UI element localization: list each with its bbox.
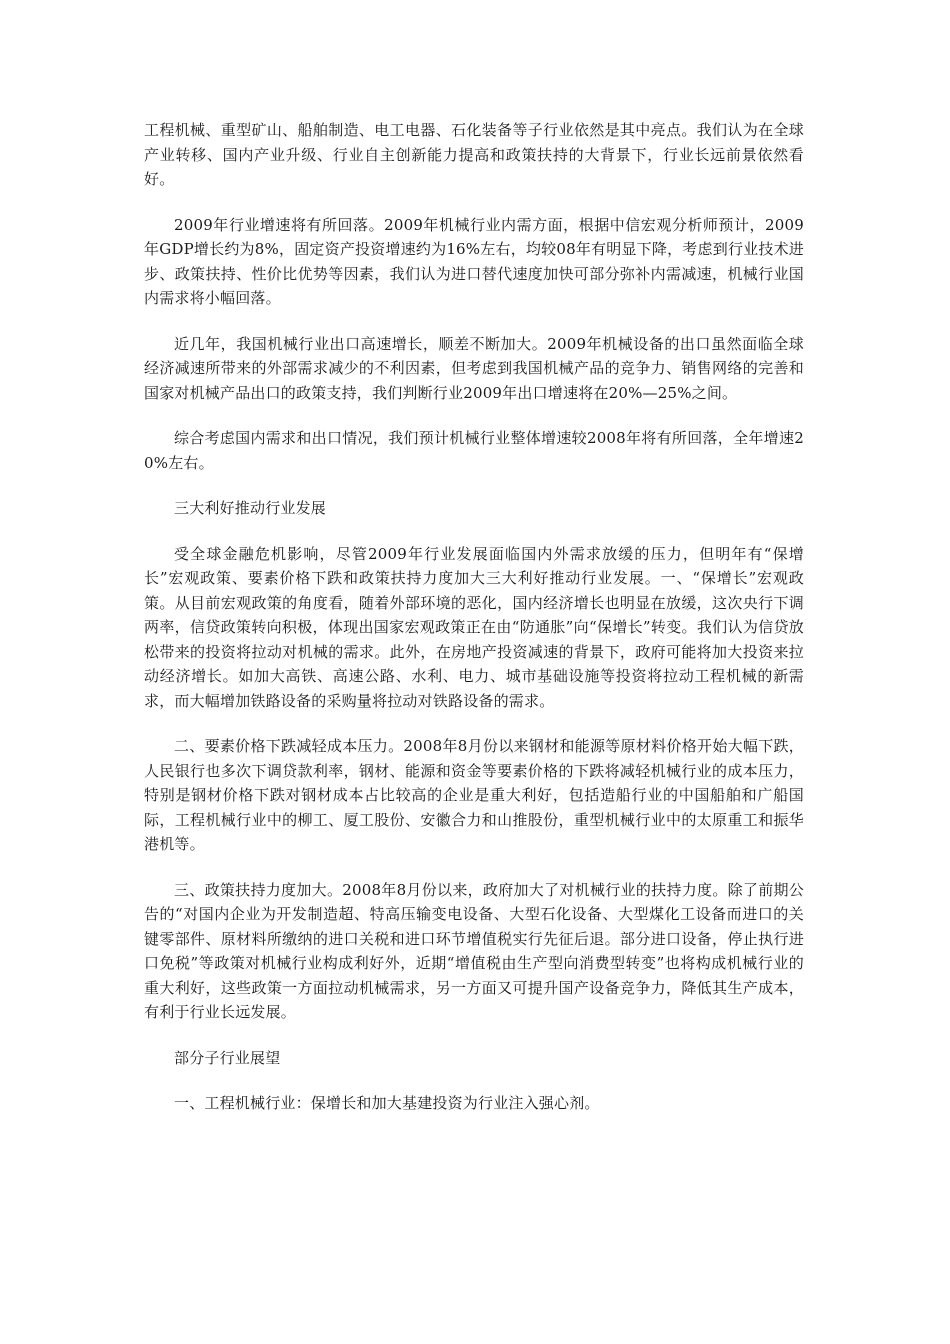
subheading-construction-machinery: 一、工程机械行业：保增长和加大基建投资为行业注入强心剂。 — [174, 1094, 600, 1112]
paragraph-factor-prices: 二、要素价格下跌减轻成本压力。2008年8月份以来钢材和能源等原材料价格开始大幅下跌，人民银行也多次下调贷款利率，钢材、能源和资金等要素价格的下跌将减轻机械行业的成本压力，特别是钢材价格下跌对钢材成本占比较高的企业是重大利好，包括造船行业的中国船舶和广船国际，工程机械行业中的柳工、厦工股份、安徽合力和山推股份，重型机械行业中的太原重工和振华港机等。 — [144, 737, 804, 853]
section-heading-three-positives: 三大利好推动行业发展 — [174, 499, 327, 517]
paragraph-exports: 近几年，我国机械行业出口高速增长，顺差不断加大。2009年机械设备的出口虽然面临全球经济减速所带来的外部需求减少的不利因素，但考虑到我国机械产品的竞争力、销售网络的完善和国家对机械产品出口的政策支持，我们判断行业2009年出口增速将在20%—25%之间。 — [144, 334, 804, 402]
document-body — [144, 118, 804, 1137]
paragraph-2009-growth: 2009年行业增速将有所回落。2009年机械行业内需方面，根据中信宏观分析师预计，2009年GDP增长约为8%，固定资产投资增速约为16%左右，均较08年有明显下降，考虑到行业技术进步、政策扶持、性价比优势等因素，我们认为进口替代速度加快可部分弥补内需减速，机械行业国内需求将小幅回落。 — [144, 215, 804, 307]
section-heading-sub-industry-outlook: 部分子行业展望 — [174, 1048, 281, 1067]
paragraph-industry-highlights: 工程机械、重型矿山、船舶制造、电工电器、石化装备等子行业依然是其中亮点。我们认为在全球产业转移、国内产业升级、行业自主创新能力提高和政策扶持的大背景下，行业长远前景依然看好。 — [144, 121, 804, 188]
paragraph-growth-policy: 受全球金融危机影响，尽管2009年行业发展面临国内外需求放缓的压力，但明年有“保增长”宏观政策、要素价格下跌和政策扶持力度加大三大利好推动行业发展。一、“保增长”宏观政策。从目前宏观政策的角度看，随着外部环境的恶化，国内经济增长也明显在放缓，这次央行下调两率，信贷政策转向积极，体现出国家宏观政策正在由“防通胀”向“保增长”转变。我们认为信贷放松带来的投资将拉动对机械的需求。此外，在房地产投资减速的背景下，政府可能将加大投资来拉动经济增长。如加大高铁、高速公路、水利、电力、城市基础设施等投资将拉动工程机械的新需求，而大幅增加铁路设备的采购量将拉动对铁路设备的需求。 — [144, 544, 804, 710]
paragraph-overall-forecast: 综合考虑国内需求和出口情况，我们预计机械行业整体增速较2008年将有所回落，全年增速20%左右。 — [144, 429, 804, 472]
paragraph-policy-support: 三、政策扶持力度加大。2008年8月份以来，政府加大了对机械行业的扶持力度。除了前期公告的“对国内企业为开发制造超、特高压输变电设备、大型石化设备、大型煤化工设备而进口的关键零部件、原材料所缴纳的进口关税和进口环节增值税实行先征后退。部分进口设备，停止执行进口免税”等政策对机械行业构成利好外，近期“增值税由生产型向消费型转变”也将构成机械行业的重大利好，这些政策一方面拉动机械需求，另一方面又可提升国产设备竞争力，降低其生产成本，有利于行业长远发展。 — [144, 880, 804, 1021]
